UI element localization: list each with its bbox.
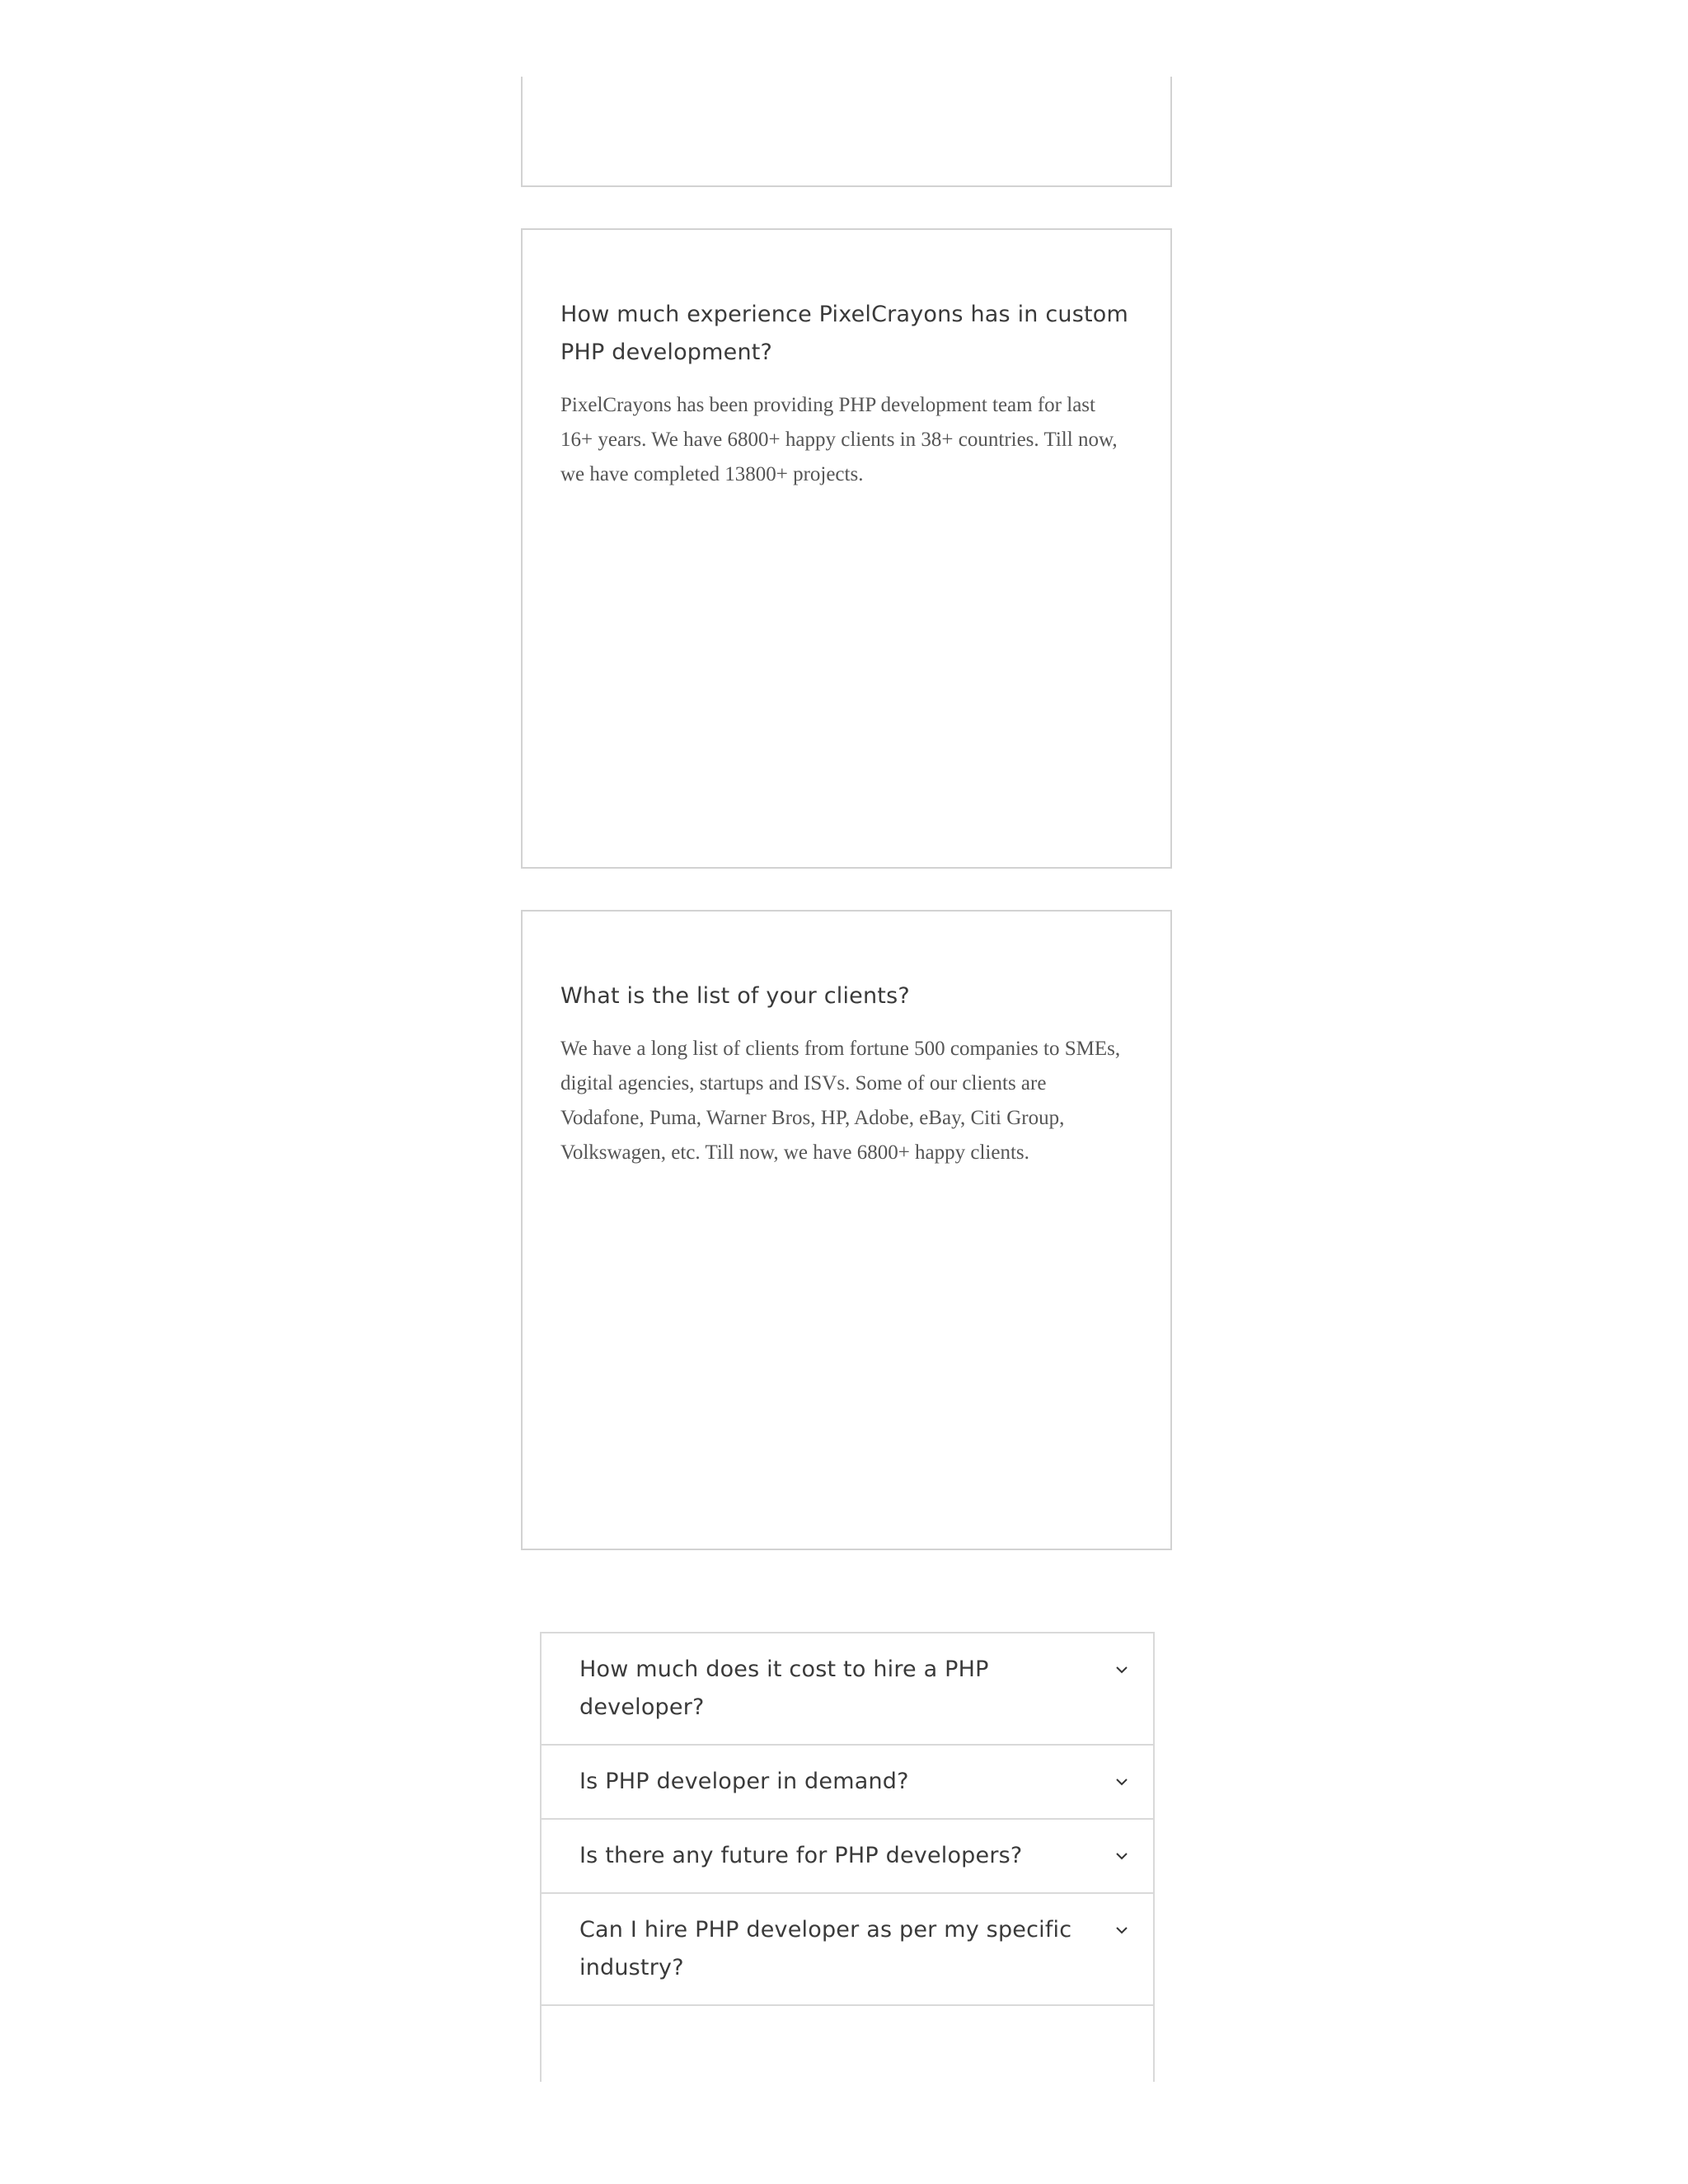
faq-card-content [560, 296, 1132, 492]
faq-card-question: How much experience PixelCrayons has in custom PHP development? [560, 302, 1129, 365]
accordion-item-label: Is there any future for PHP developers? [579, 1843, 1023, 1868]
faq-card-clients [521, 910, 1172, 1550]
chevron-down-icon[interactable] [1114, 1774, 1130, 1790]
faq-card-answer: We have a long list of clients from fortune 500 companies to SMEs, digital agencies, startups and ISVs. Some of our clients are Vodafone, Puma, Warner Bros, HP, Adobe, eBay, Citi Group, Volkswagen, etc. Till now, we have 6800+ happy clients. [560, 1038, 1121, 1164]
accordion-item-partial [542, 2006, 1153, 2082]
chevron-down-icon[interactable] [1114, 1922, 1130, 1938]
chevron-down-icon[interactable] [1114, 1661, 1130, 1678]
faq-card-experience [521, 228, 1172, 869]
faq-accordion [540, 1632, 1155, 2082]
faq-card-question: What is the list of your clients? [560, 983, 910, 1009]
accordion-item-label: Can I hire PHP developer as per my specific industry? [579, 1917, 1072, 1980]
faq-card-answer: PixelCrayons has been providing PHP development team for last 16+ years. We have 6800+ happy clients in 38+ countries. Till now, we have completed 13800+ projects. [560, 394, 1118, 485]
accordion-item-future[interactable] [542, 1820, 1153, 1894]
accordion-item-demand[interactable] [542, 1746, 1153, 1820]
faq-card-partial [521, 77, 1172, 187]
accordion-item-industry[interactable] [542, 1894, 1153, 2006]
faq-card-content [560, 977, 1132, 1170]
accordion-item-cost[interactable] [542, 1633, 1153, 1746]
chevron-down-icon[interactable] [1114, 1848, 1130, 1864]
accordion-item-label: Is PHP developer in demand? [579, 1769, 909, 1794]
accordion-item-label: How much does it cost to hire a PHP developer? [579, 1657, 989, 1720]
